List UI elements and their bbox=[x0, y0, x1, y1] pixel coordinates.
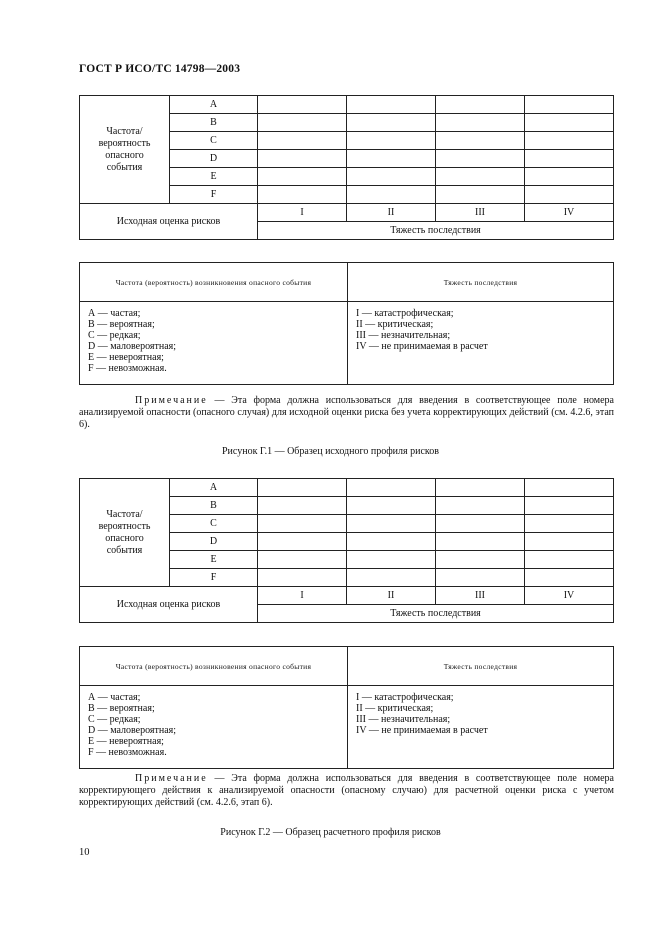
grid-cell[interactable] bbox=[525, 186, 614, 204]
frequency-label-cell bbox=[80, 479, 170, 587]
grid-cell[interactable] bbox=[347, 96, 436, 114]
grid-cell[interactable] bbox=[258, 515, 347, 533]
figure1-note bbox=[79, 395, 614, 431]
list-item: F — невозможная. bbox=[88, 363, 167, 374]
grid-cell[interactable] bbox=[347, 497, 436, 515]
table-row bbox=[80, 647, 614, 686]
grid-cell[interactable] bbox=[525, 551, 614, 569]
frequency-label-line: вероятность bbox=[98, 137, 151, 149]
list-item: I — катастрофическая; bbox=[356, 308, 454, 319]
list-item: В — вероятная; bbox=[88, 319, 155, 330]
note-text: — Эта форма должна использоваться для введения в соответствующее поле номера корректирующего действия к анализируемой опасности (опасному случаю) для расчетной оценки риска с учетом корректирующих действий (см. 4.2.6, этап 6). bbox=[79, 773, 614, 808]
grid-cell[interactable] bbox=[525, 132, 614, 150]
legend-frequency-list bbox=[80, 686, 348, 769]
legend-severity-list bbox=[348, 302, 614, 385]
frequency-label-line: события bbox=[106, 544, 143, 556]
frequency-letter-e: E bbox=[170, 168, 258, 186]
grid-cell[interactable] bbox=[436, 497, 525, 515]
grid-cell[interactable] bbox=[347, 150, 436, 168]
table-row bbox=[80, 479, 614, 497]
grid-cell[interactable] bbox=[347, 186, 436, 204]
legend-frequency-list bbox=[80, 302, 348, 385]
grid-cell[interactable] bbox=[436, 150, 525, 168]
list-item: А — частая; bbox=[88, 692, 141, 703]
severity-numeral-iv: IV bbox=[525, 587, 614, 605]
note-text: — Эта форма должна использоваться для введения в соответствующее поле номера анализируемой опасности (опасного случая) для исходной оценки риска без учета корректирующих действий (см. 4.2.6, этап 6). bbox=[79, 395, 614, 430]
note-label: Примечание bbox=[135, 773, 208, 784]
list-item: С — редкая; bbox=[88, 714, 141, 725]
severity-numeral-iii: III bbox=[436, 587, 525, 605]
grid-cell[interactable] bbox=[258, 551, 347, 569]
legend-table-2 bbox=[79, 646, 614, 769]
severity-numeral-iii: III bbox=[436, 204, 525, 222]
list-item: IV — не принимаемая в расчет bbox=[356, 341, 488, 352]
severity-numeral-i: I bbox=[258, 204, 347, 222]
grid-cell[interactable] bbox=[525, 150, 614, 168]
table-row bbox=[80, 587, 614, 605]
list-item: Е — невероятная; bbox=[88, 736, 164, 747]
table-row bbox=[80, 204, 614, 222]
frequency-letter-c: C bbox=[170, 132, 258, 150]
frequency-letter-f: F bbox=[170, 569, 258, 587]
legend-severity-header: Тяжесть последствия bbox=[348, 647, 614, 686]
grid-cell[interactable] bbox=[258, 168, 347, 186]
grid-cell[interactable] bbox=[436, 168, 525, 186]
figure2-caption: Рисунок Г.2 — Образец расчетного профиля рисков bbox=[220, 827, 441, 838]
table-row bbox=[80, 263, 614, 302]
frequency-label-line: опасного bbox=[105, 532, 144, 544]
list-item: D — маловероятная; bbox=[88, 725, 177, 736]
frequency-label-cell bbox=[80, 96, 170, 204]
frequency-letter-c: C bbox=[170, 515, 258, 533]
table-row bbox=[80, 686, 614, 769]
list-item: С — редкая; bbox=[88, 330, 141, 341]
grid-cell[interactable] bbox=[436, 186, 525, 204]
note-label: Примечание bbox=[135, 395, 208, 406]
legend-frequency-header: Частота (вероятность) возникновения опасного события bbox=[80, 647, 348, 686]
grid-cell[interactable] bbox=[347, 168, 436, 186]
grid-cell[interactable] bbox=[525, 497, 614, 515]
legend-frequency-header: Частота (вероятность) возникновения опасного события bbox=[80, 263, 348, 302]
grid-cell[interactable] bbox=[436, 132, 525, 150]
grid-cell[interactable] bbox=[347, 551, 436, 569]
frequency-letter-b: B bbox=[170, 114, 258, 132]
grid-cell[interactable] bbox=[258, 479, 347, 497]
grid-cell[interactable] bbox=[347, 515, 436, 533]
grid-cell[interactable] bbox=[258, 533, 347, 551]
risk-profile-table-1 bbox=[79, 95, 614, 240]
grid-cell[interactable] bbox=[258, 150, 347, 168]
legend-severity-list bbox=[348, 686, 614, 769]
list-item: D — маловероятная; bbox=[88, 341, 177, 352]
grid-cell[interactable] bbox=[525, 168, 614, 186]
original-assessment-label: Исходная оценка рисков bbox=[80, 587, 258, 623]
list-item: I — катастрофическая; bbox=[356, 692, 454, 703]
frequency-letter-f: F bbox=[170, 186, 258, 204]
frequency-letter-b: B bbox=[170, 497, 258, 515]
grid-cell[interactable] bbox=[525, 515, 614, 533]
grid-cell[interactable] bbox=[525, 533, 614, 551]
grid-cell[interactable] bbox=[347, 114, 436, 132]
risk-profile-table-2 bbox=[79, 478, 614, 623]
severity-numeral-i: I bbox=[258, 587, 347, 605]
severity-numeral-ii: II bbox=[347, 587, 436, 605]
severity-numeral-iv: IV bbox=[525, 204, 614, 222]
frequency-letter-a: A bbox=[170, 479, 258, 497]
list-item: II — критическая; bbox=[356, 319, 434, 330]
grid-cell[interactable] bbox=[436, 533, 525, 551]
document-header: ГОСТ Р ИСО/ТС 14798—2003 bbox=[79, 63, 241, 75]
grid-cell[interactable] bbox=[525, 114, 614, 132]
grid-cell[interactable] bbox=[347, 569, 436, 587]
table-row bbox=[80, 96, 614, 114]
grid-cell[interactable] bbox=[436, 96, 525, 114]
grid-cell[interactable] bbox=[436, 479, 525, 497]
grid-cell[interactable] bbox=[347, 533, 436, 551]
grid-cell[interactable] bbox=[436, 569, 525, 587]
grid-cell[interactable] bbox=[436, 114, 525, 132]
list-item: II — критическая; bbox=[356, 703, 434, 714]
frequency-letter-d: D bbox=[170, 150, 258, 168]
frequency-label-line: события bbox=[106, 161, 143, 173]
grid-cell[interactable] bbox=[347, 132, 436, 150]
grid-cell[interactable] bbox=[525, 569, 614, 587]
severity-numeral-ii: II bbox=[347, 204, 436, 222]
grid-cell[interactable] bbox=[525, 96, 614, 114]
frequency-label-line: Частота/ bbox=[106, 125, 143, 137]
frequency-label-line: Частота/ bbox=[106, 508, 143, 520]
list-item: III — незначительная; bbox=[356, 330, 451, 341]
grid-cell[interactable] bbox=[258, 186, 347, 204]
list-item: III — незначительная; bbox=[356, 714, 451, 725]
grid-cell[interactable] bbox=[347, 479, 436, 497]
list-item: IV — не принимаемая в расчет bbox=[356, 725, 488, 736]
list-item: А — частая; bbox=[88, 308, 141, 319]
list-item: F — невозможная. bbox=[88, 747, 167, 758]
frequency-letter-d: D bbox=[170, 533, 258, 551]
page-number: 10 bbox=[79, 847, 90, 858]
grid-cell[interactable] bbox=[525, 479, 614, 497]
legend-table-1 bbox=[79, 262, 614, 385]
table-row bbox=[80, 302, 614, 385]
grid-cell[interactable] bbox=[258, 569, 347, 587]
original-assessment-label: Исходная оценка рисков bbox=[80, 204, 258, 240]
grid-cell[interactable] bbox=[258, 132, 347, 150]
figure2-note bbox=[79, 773, 614, 809]
grid-cell[interactable] bbox=[258, 96, 347, 114]
frequency-letter-a: A bbox=[170, 96, 258, 114]
severity-axis-label: Тяжесть последствия bbox=[258, 605, 614, 623]
grid-cell[interactable] bbox=[436, 551, 525, 569]
legend-severity-header: Тяжесть последствия bbox=[348, 263, 614, 302]
list-item: Е — невероятная; bbox=[88, 352, 164, 363]
frequency-letter-e: E bbox=[170, 551, 258, 569]
frequency-label-line: опасного bbox=[105, 149, 144, 161]
grid-cell[interactable] bbox=[258, 114, 347, 132]
frequency-label-line: вероятность bbox=[98, 520, 151, 532]
grid-cell[interactable] bbox=[436, 515, 525, 533]
grid-cell[interactable] bbox=[258, 497, 347, 515]
figure1-caption: Рисунок Г.1 — Образец исходного профиля рисков bbox=[222, 446, 439, 457]
list-item: В — вероятная; bbox=[88, 703, 155, 714]
severity-axis-label: Тяжесть последствия bbox=[258, 222, 614, 240]
